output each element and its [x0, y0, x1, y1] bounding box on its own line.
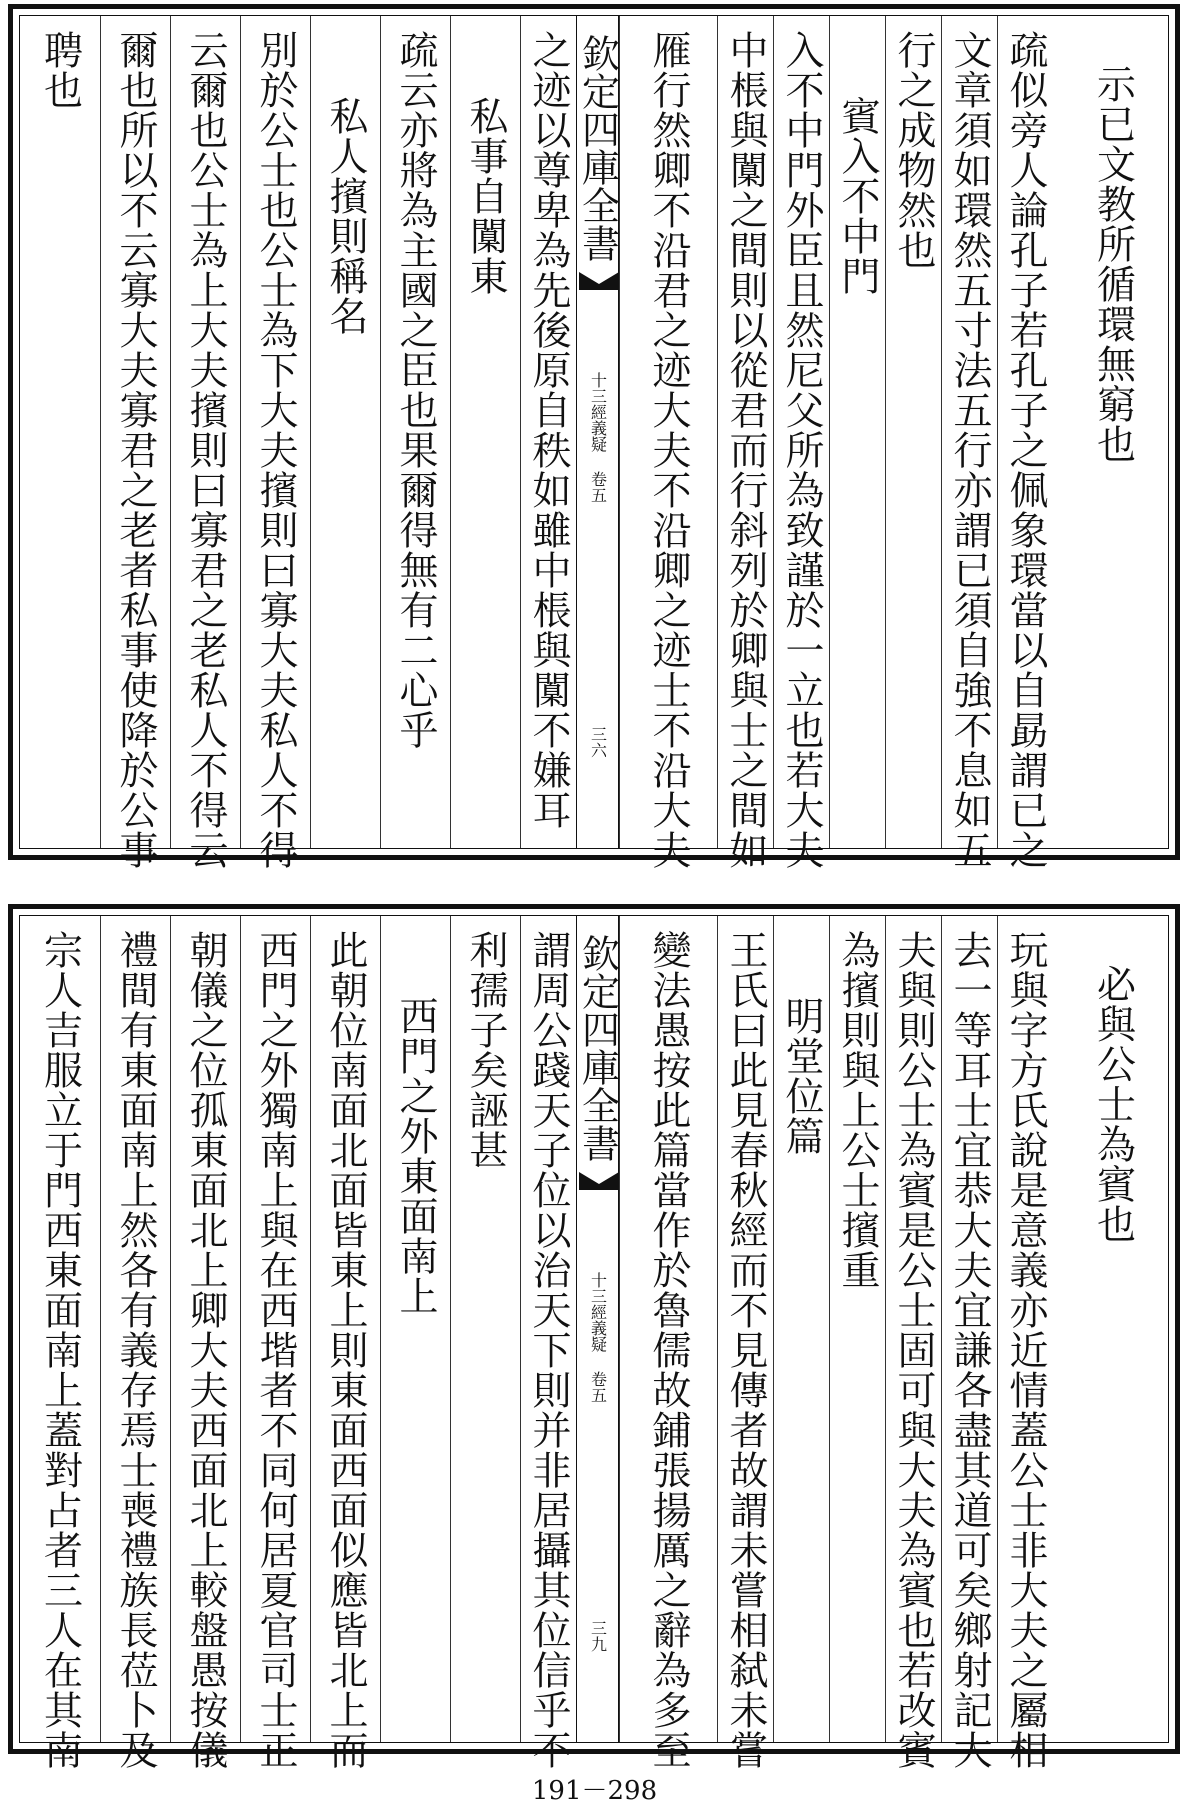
text-column: 夫與則公士為賓是公士固可與大夫為賓也若改賓 [885, 916, 941, 1742]
band-subtitle: 十三經義疑 卷五 [588, 372, 608, 503]
text-column: 私事自闑東 [450, 16, 520, 848]
text-column: 利孺子矣誣甚 [450, 916, 520, 1742]
text-column: 爾也所以不云寡大夫寡君之老者私事使降於公事 [100, 16, 170, 848]
bottom-page-frame [19, 915, 1169, 1770]
text-column: 中棖與闑之間則以從君而行斜列於卿與士之間如 [717, 16, 773, 848]
text-column: 私人擯則稱名 [310, 16, 380, 848]
text-column: 西門之外東面南上 [380, 916, 450, 1742]
text-column: 云爾也公士為上大夫擯則曰寡君之老私人不得云 [170, 16, 240, 848]
text-column: 禮間有東面南上然各有義存焉士喪禮族長莅卜及 [100, 916, 170, 1742]
text-column: 入不中門外臣且然尼父所為致謹於一立也若大夫 [773, 16, 829, 848]
text-column: 文章須如環然五寸法五行亦謂已須自強不息如五 [941, 16, 997, 848]
fishtail-mark-icon [579, 1170, 619, 1190]
text-column: 宗人吉服立于門西東面南上蓋對占者三人在其南 [37, 930, 83, 1770]
text-column: 疏似旁人論孔子若孔子之佩象環當以自勗謂已之 [997, 16, 1053, 848]
text-column: 去一等耳士宜恭大夫宜謙各盡其道可矣鄉射記大 [941, 916, 997, 1742]
text-column: 賓入不中門 [829, 16, 885, 848]
folio-number: 三九 [588, 1620, 608, 1652]
text-column: 此朝位南面北面皆東上則東面西面似應皆北上而 [310, 916, 380, 1742]
band-subtitle: 十三經義疑 卷五 [588, 1272, 608, 1403]
top-page-panel [8, 4, 1180, 870]
text-column: 聘也 [37, 30, 83, 110]
band-title: 欽定四庫全書 [575, 934, 620, 1162]
text-column: 之迹以尊卑為先後原自秩如雖中棖與闑不嫌耳 [520, 16, 576, 848]
bottom-page-panel [8, 904, 1180, 1770]
text-column: 王氏曰此見春秋經而不見傳者故謂未嘗相弑未嘗 [717, 916, 773, 1742]
text-column: 示已文教所循環無窮也 [1090, 64, 1136, 464]
text-column: 必與公士為賓也 [1090, 964, 1136, 1244]
fishtail-mark-icon [579, 270, 619, 290]
text-column: 變法愚按此篇當作於魯儒故鋪張揚厲之辭為多至 [619, 916, 717, 1742]
text-column: 朝儀之位孤東面北上卿大夫西面北上較盤愚按儀 [170, 916, 240, 1742]
band-title: 欽定四庫全書 [575, 34, 620, 262]
text-column: 玩與字方氏說是意義亦近情蓋公士非大夫之屬相 [997, 916, 1053, 1742]
text-column: 雁行然卿不沿君之迹大夫不沿卿之迹士不沿大夫 [619, 16, 717, 848]
text-column: 西門之外獨南上與在西堦者不同何居夏官司士正 [240, 916, 310, 1742]
top-page-frame [19, 15, 1169, 870]
text-column: 為擯則與上公士擯重 [829, 916, 885, 1742]
text-column: 行之成物然也 [885, 16, 941, 848]
center-band [576, 16, 619, 848]
text-column: 別於公士也公士為下大夫擯則曰寡大夫私人不得 [240, 16, 310, 848]
page-footer-number: 191－298 [531, 1776, 658, 1806]
text-column: 明堂位篇 [773, 916, 829, 1742]
center-band [576, 916, 619, 1742]
folio-number: 三六 [588, 726, 608, 758]
text-column: 疏云亦將為主國之臣也果爾得無有二心乎 [380, 16, 450, 848]
text-column: 謂周公踐天子位以治天下則并非居攝其位信乎不 [520, 916, 576, 1742]
